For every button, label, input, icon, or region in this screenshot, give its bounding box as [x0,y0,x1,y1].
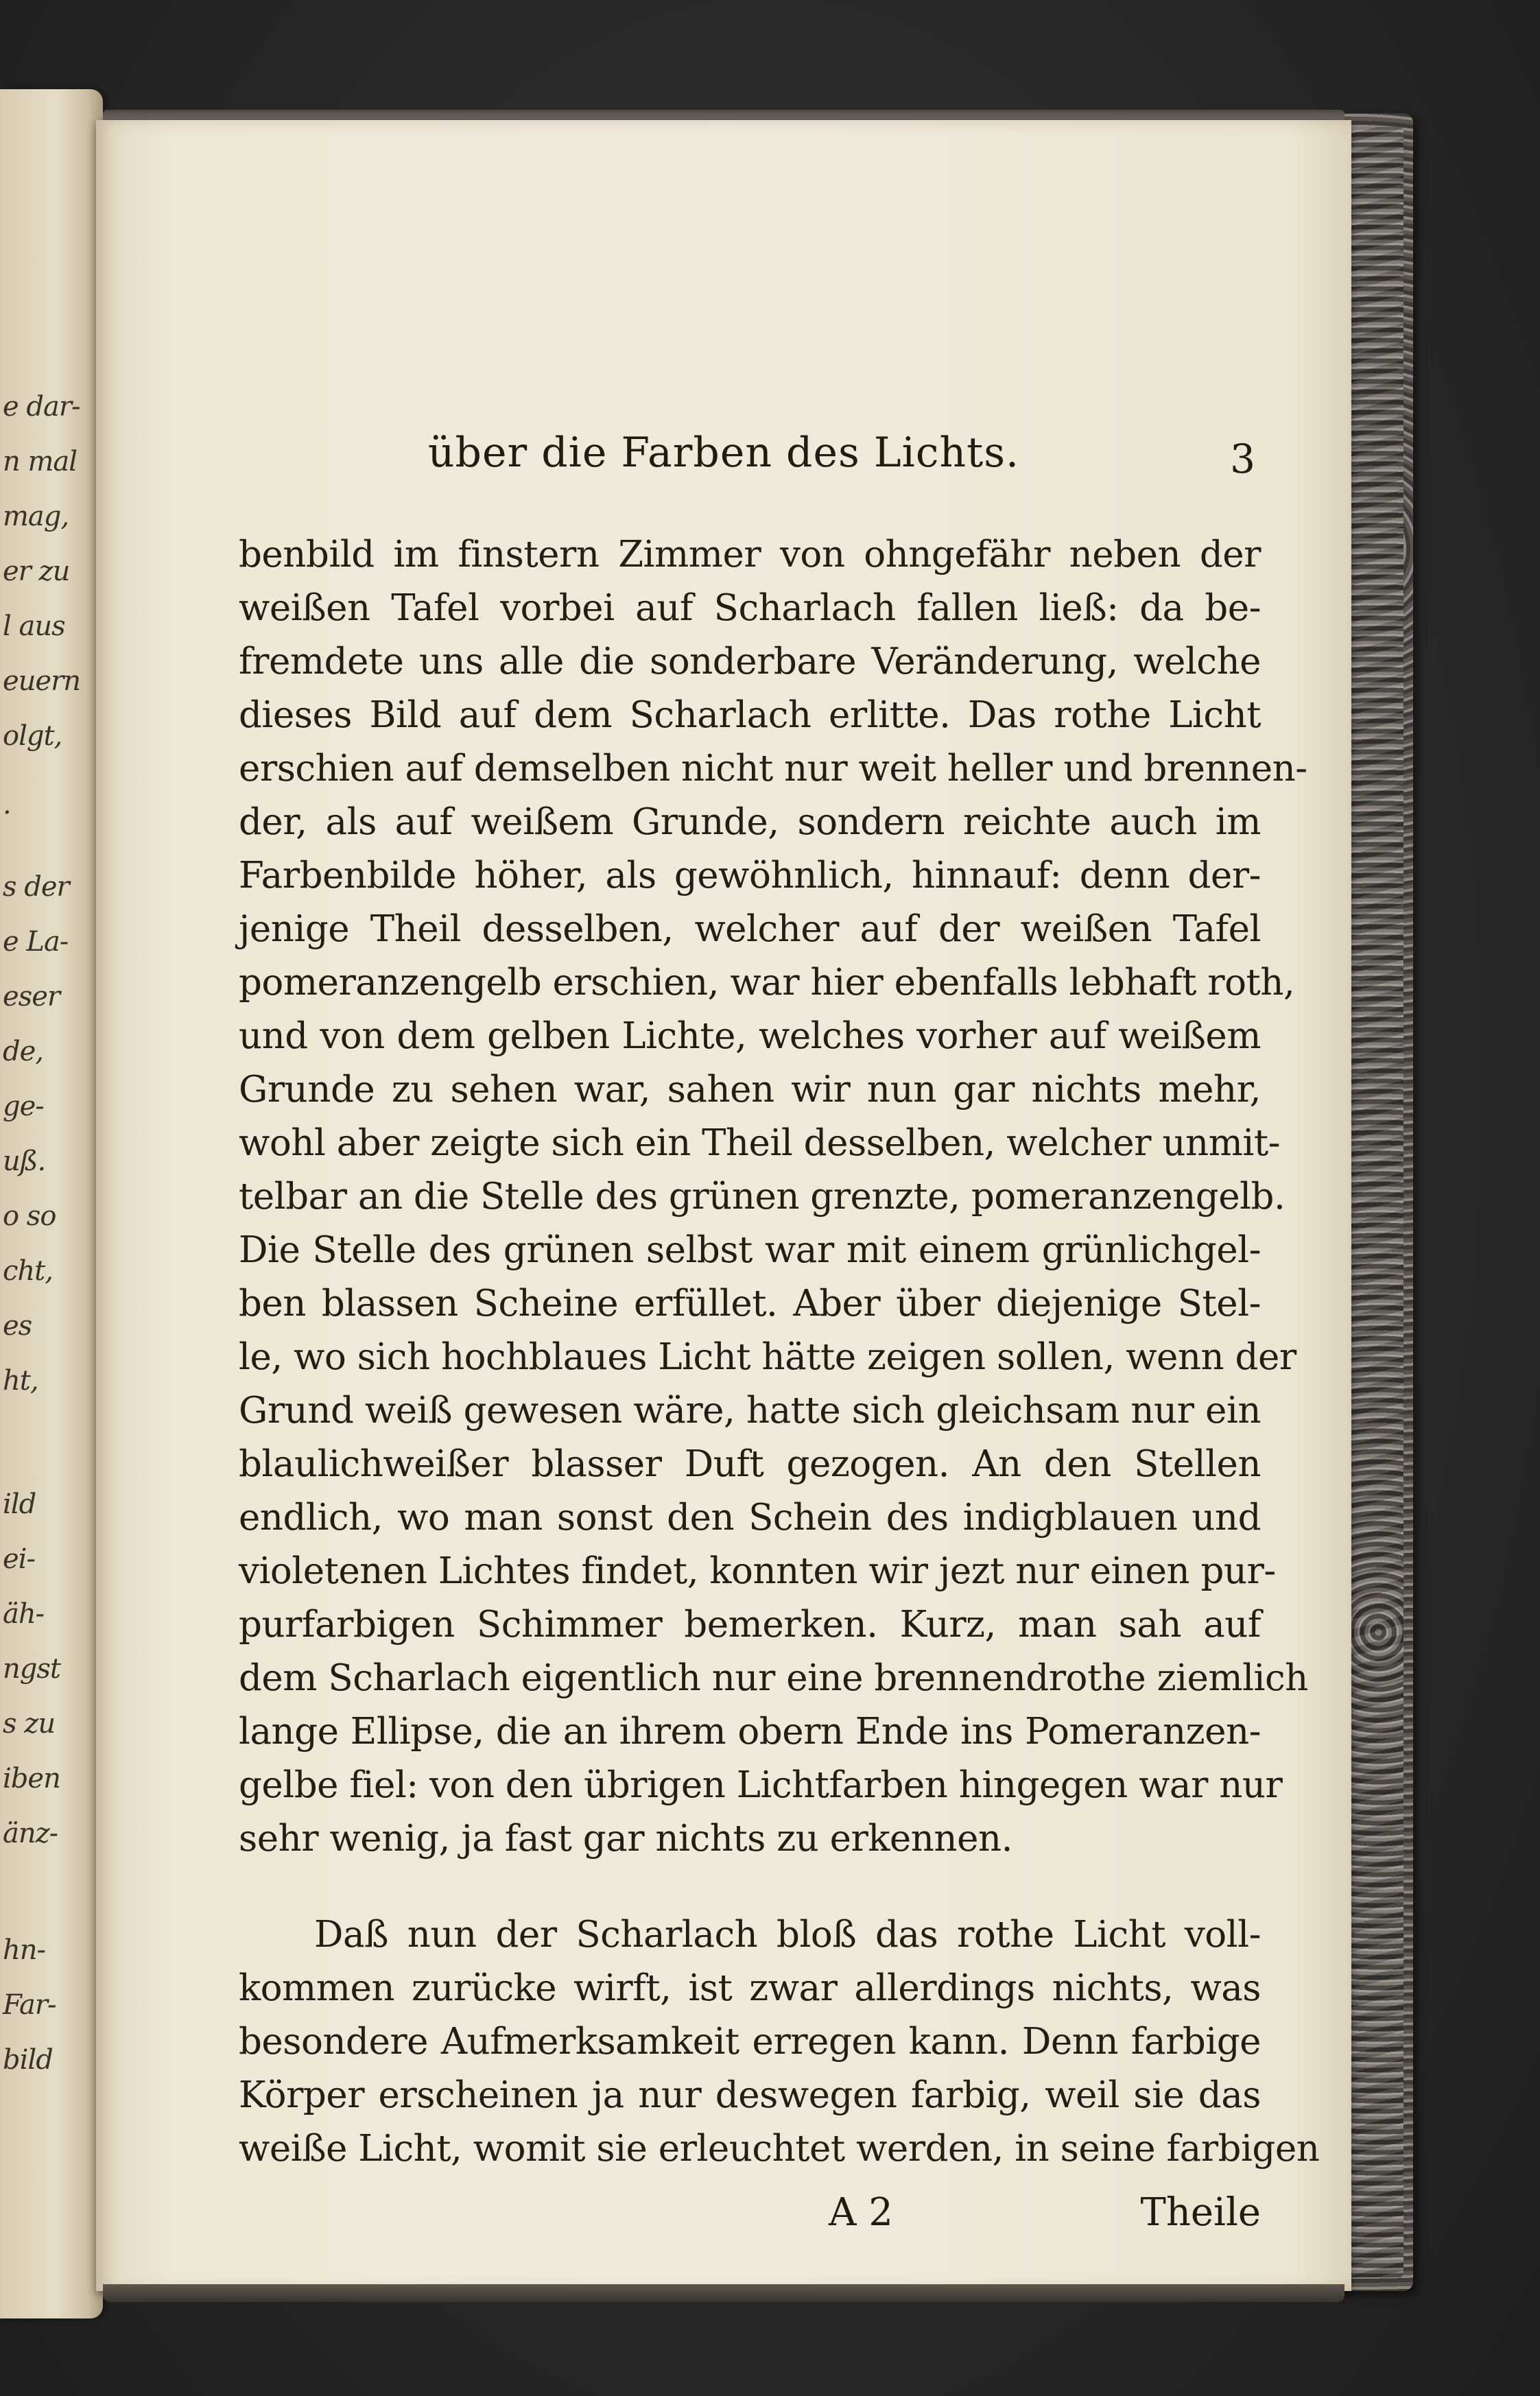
left-page-fragment: er zu [3,556,70,587]
text-line: weiße Licht, womit sie erleuchtet werden, in seine farbigen [239,2128,1320,2170]
text-line: dem Scharlach eigentlich nur eine brennendrothe ziemlich [239,1657,1308,1699]
left-page-fragment: ht, [3,1365,38,1397]
text-line: lange Ellipse, die an ihrem obern Ende ins Pomeranzen- [239,1711,1261,1753]
text-line: purfarbigen Schimmer bemerken. Kurz, man sah auf [239,1604,1261,1646]
text-line: Grund weiß gewesen wäre, hatte sich gleichsam nur ein [239,1390,1261,1432]
left-page-fragment: olgt, [3,720,62,752]
text-line: weißen Tafel vorbei auf Scharlach fallen ließ: da be- [239,587,1261,629]
left-page-fragment: hn- [3,1934,46,1966]
text-line: der, als auf weißem Grunde, sondern reichte auch im [239,801,1261,843]
text-line: le, wo sich hochblaues Licht hätte zeigen sollen, wenn der [239,1336,1296,1378]
page-footer [239,2190,1261,2245]
left-page-fragment: ild [3,1488,36,1520]
cover-bottom-edge [103,2284,1344,2302]
page-header [96,429,1351,490]
paragraph-gap [239,1866,1261,1908]
left-page-fragment: n mal [3,446,78,477]
left-page-fragment: iben [3,1763,60,1794]
left-page-fragment: . [3,789,11,820]
left-page-fragment: mag, [3,501,69,532]
text-line: sehr wenig, ja fast gar nichts zu erkennen. [239,1818,1012,1860]
left-page-fragment: uß. [3,1146,46,1177]
text-line: Körper erscheinen ja nur deswegen farbig, weil sie das [239,2074,1261,2116]
book-page [96,120,1351,2291]
text-line: telbar an die Stelle des grünen grenzte, pomeranzengelb. [239,1176,1286,1218]
left-page-fragment: ei- [3,1543,35,1575]
text-line: und von dem gelben Lichte, welches vorher auf weißem [239,1015,1261,1057]
left-page-fragment: s zu [3,1708,56,1740]
left-page-fragment: bild [3,2044,53,2076]
left-page-fragment: äh- [3,1598,45,1630]
paragraph [239,528,1308,1866]
left-page-fragment: l aus [3,610,65,642]
text-line: violetenen Lichtes findet, konnten wir jezt nur einen pur- [239,1550,1276,1592]
text-line: Daß nun der Scharlach bloß das rothe Licht voll- [314,1914,1261,1956]
running-head: über die Farben des Lichts. [427,429,1020,477]
text-line: pomeranzengelb erschien, war hier ebenfalls lebhaft roth, [239,962,1295,1004]
text-line: ben blassen Scheine erfüllet. Aber über diejenige Stel- [239,1283,1261,1325]
left-page-fragment: eser [3,981,60,1012]
catchword: Theile [1140,2190,1261,2235]
text-line: besondere Aufmerksamkeit erregen kann. Denn farbige [239,2021,1261,2063]
text-line: jenige Theil desselben, welcher auf der weißen Tafel [239,908,1261,950]
text-line: dieses Bild auf dem Scharlach erlitte. Das rothe Licht [239,694,1261,736]
text-line: endlich, wo man sonst den Schein des indigblauen und [239,1497,1261,1539]
left-page-edge [0,89,103,2318]
body-text [239,528,1320,2176]
left-page-fragment: o so [3,1200,56,1232]
text-line: kommen zurücke wirft, ist zwar allerdings nichts, was [239,1967,1261,2009]
paragraph [239,1908,1320,2176]
text-line: blaulichweißer blasser Duft gezogen. An den Stellen [239,1443,1261,1485]
left-page-fragment: änz- [3,1818,58,1849]
left-page-fragment: de, [3,1036,43,1067]
left-page-fragment: e dar- [3,391,80,423]
text-line: Farbenbilde höher, als gewöhnlich, hinnauf: denn der- [239,855,1261,897]
text-line: wohl aber zeigte sich ein Theil desselben, welcher unmit- [239,1122,1281,1164]
left-page-fragment: es [3,1310,32,1342]
left-page-fragment: cht, [3,1255,53,1287]
signature-mark: A 2 [829,2190,893,2235]
text-line: gelbe fiel: von den übrigen Lichtfarben hingegen war nur [239,1764,1283,1806]
left-page-fragment: ngst [3,1653,60,1685]
left-page-fragment: euern [3,665,80,697]
text-line: Grunde zu sehen war, sahen wir nun gar nichts mehr, [239,1069,1261,1111]
page-number: 3 [1230,436,1255,482]
text-line: fremdete uns alle die sonderbare Veränderung, welche [239,641,1261,683]
left-page-fragment: Far- [3,1989,56,2021]
text-line: Die Stelle des grünen selbst war mit einem grünlichgel- [239,1229,1261,1271]
left-page-fragment: e La- [3,926,69,958]
text-line: benbild im finstern Zimmer von ohngefähr neben der [239,534,1261,576]
left-page-fragment: s der [3,871,69,903]
left-page-fragment: ge- [3,1091,44,1122]
text-line: erschien auf demselben nicht nur weit heller und brennen- [239,748,1307,790]
